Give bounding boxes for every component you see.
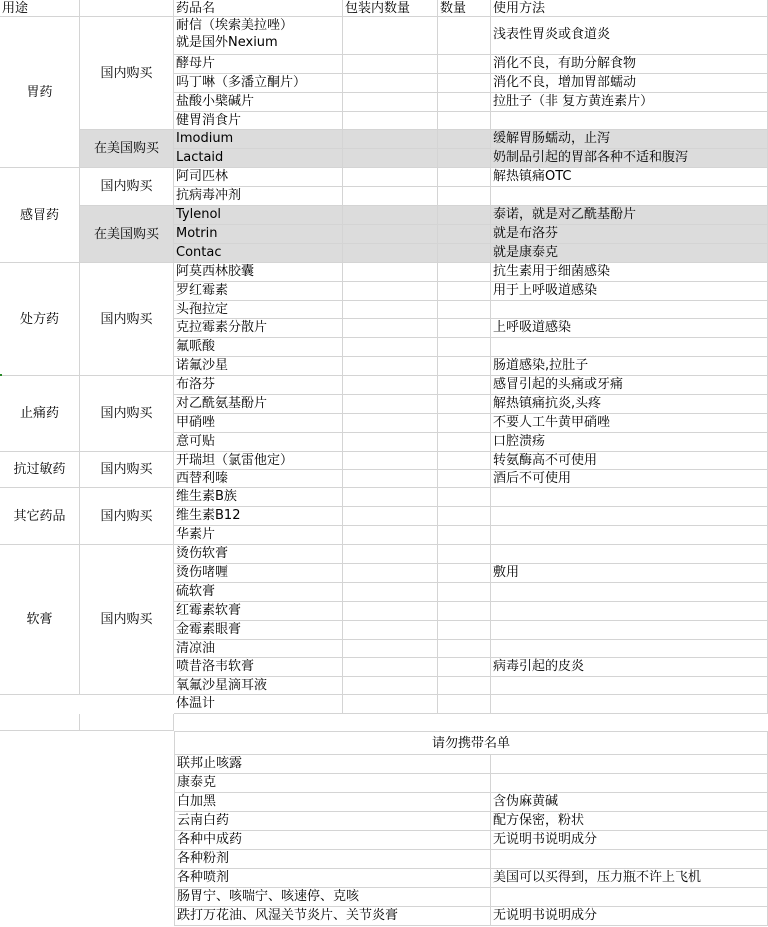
row-marker — [0, 374, 2, 376]
usage-cell[interactable]: 用于上呼吸道感染 — [491, 282, 768, 301]
usage-cell[interactable]: 病毒引起的皮炎 — [491, 658, 768, 677]
drug-name: Motrin — [176, 226, 218, 241]
prohibited-item-note[interactable]: 配方保密，粉状 — [491, 812, 768, 831]
prohibited-item-name[interactable]: 联邦止咳露 — [174, 755, 491, 774]
drug-name: 维生素B族 — [176, 489, 237, 504]
drug-name: 喷昔洛韦软膏 — [176, 659, 255, 674]
header-cell-purpose[interactable]: 用途 — [0, 0, 80, 17]
prohibited-item-name[interactable]: 肠胃宁、咳喘宁、咳速停、克咳 — [174, 888, 491, 907]
drug-name: 对乙酰氨基酚片 — [176, 396, 268, 411]
header-cell-qty[interactable]: 数量 — [438, 0, 491, 17]
prohibited-item-name[interactable]: 白加黑 — [174, 793, 491, 812]
prohibited-item-note[interactable] — [491, 850, 768, 869]
drug-name: 头孢拉定 — [176, 302, 229, 317]
drug-name: 酵母片 — [176, 56, 216, 71]
drug-name: Lactaid — [176, 150, 224, 165]
header-cell-drug-name[interactable]: 药品名 — [174, 0, 343, 17]
usage-cell[interactable]: 转氨酶高不可使用 — [491, 452, 768, 470]
header-cell-package-qty[interactable]: 包装内数量 — [343, 0, 438, 17]
source-cell[interactable]: 国内购买 — [80, 17, 174, 130]
drug-name: 罗红霉素 — [176, 283, 229, 298]
group-cell[interactable]: 胃药 — [0, 17, 80, 168]
prohibited-title[interactable]: 请勿携带名单 — [174, 731, 768, 755]
group-cell[interactable]: 软膏 — [0, 545, 80, 695]
prohibited-item-note[interactable] — [491, 755, 768, 774]
prohibited-item-note[interactable]: 美国可以买得到，压力瓶不许上飞机 — [491, 869, 768, 888]
usage-cell[interactable]: 酒后不可使用 — [491, 470, 768, 488]
drug-name: 金霉素眼膏 — [176, 622, 242, 637]
usage-cell[interactable]: 泰诺，就是对乙酰基酚片 — [491, 206, 768, 225]
usage-cell[interactable]: 浅表性胃炎或食道炎 — [491, 17, 768, 55]
group-cell[interactable]: 止痛药 — [0, 376, 80, 452]
drug-name: 吗丁啉（多潘立酮片） — [176, 75, 307, 90]
drug-name: 华素片 — [176, 527, 216, 542]
source-cell[interactable]: 在美国购买 — [80, 206, 174, 263]
drug-name: 维生素B12 — [176, 508, 241, 523]
prohibited-item-note[interactable]: 无说明书说明成分 — [491, 831, 768, 850]
source-cell[interactable]: 国内购买 — [80, 376, 174, 452]
usage-cell[interactable]: 抗生素用于细菌感染 — [491, 263, 768, 282]
drug-name: Contac — [176, 245, 222, 260]
drug-name: Imodium — [176, 131, 234, 146]
drug-name: 诺氟沙星 — [176, 358, 229, 373]
drug-name: 甲硝唑 — [176, 415, 216, 430]
drug-name: 布洛芬 — [176, 377, 216, 392]
usage-cell[interactable]: 消化不良，增加胃部蠕动 — [491, 74, 768, 93]
usage-cell[interactable]: 感冒引起的头痛或牙痛 — [491, 376, 768, 395]
prohibited-item-name[interactable]: 跌打万花油、风湿关节炎片、关节炎膏 — [174, 907, 491, 926]
drug-name: 烫伤啫喱 — [176, 565, 229, 580]
prohibited-item-note[interactable] — [491, 774, 768, 793]
drug-name: 阿司匹林 — [176, 169, 229, 184]
drug-name: Tylenol — [176, 207, 222, 222]
prohibited-item-name[interactable]: 云南白药 — [174, 812, 491, 831]
drug-name: 烫伤软膏 — [176, 546, 229, 561]
group-cell[interactable]: 感冒药 — [0, 168, 80, 263]
prohibited-item-name[interactable]: 各种喷剂 — [174, 869, 491, 888]
usage-cell[interactable]: 解热镇痛抗炎,头疼 — [491, 395, 768, 414]
usage-cell[interactable]: 肠道感染,拉肚子 — [491, 357, 768, 376]
drug-name-line2: 就是国外Nexium — [176, 35, 278, 50]
usage-cell[interactable]: 不要人工牛黄甲硝唑 — [491, 414, 768, 433]
source-cell[interactable]: 国内购买 — [80, 168, 174, 206]
drug-name: 阿莫西林胶囊 — [176, 264, 255, 279]
source-cell[interactable]: 国内购买 — [80, 488, 174, 545]
usage-cell[interactable]: 消化不良，有助分解食物 — [491, 55, 768, 74]
prohibited-item-name[interactable]: 康泰克 — [174, 774, 491, 793]
drug-name: 抗病毒冲剂 — [176, 188, 242, 203]
usage-cell[interactable]: 上呼吸道感染 — [491, 319, 768, 338]
drug-name: 清凉油 — [176, 641, 216, 656]
prohibited-item-note[interactable]: 无说明书说明成分 — [491, 907, 768, 926]
usage-cell[interactable]: 奶制品引起的胃部各种不适和腹泻 — [491, 149, 768, 168]
group-cell[interactable]: 抗过敏药 — [0, 452, 80, 488]
usage-cell[interactable]: 就是布洛芬 — [491, 225, 768, 244]
drug-name: 耐信（埃索美拉唑） — [176, 18, 294, 33]
usage-cell[interactable]: 解热镇痛OTC — [491, 168, 768, 187]
prohibited-item-note[interactable]: 含伪麻黄碱 — [491, 793, 768, 812]
header-cell-usage[interactable]: 使用方法 — [491, 0, 768, 17]
usage-cell[interactable]: 敷用 — [491, 564, 768, 583]
drug-name: 西替利嗪 — [176, 471, 229, 486]
group-cell[interactable]: 处方药 — [0, 263, 80, 376]
source-cell[interactable]: 国内购买 — [80, 452, 174, 488]
drug-name: 克拉霉素分散片 — [176, 320, 268, 335]
source-cell[interactable]: 国内购买 — [80, 545, 174, 695]
usage-cell[interactable]: 就是康泰克 — [491, 244, 768, 263]
drug-name: 盐酸小檗碱片 — [176, 94, 255, 109]
drug-name: 氟哌酸 — [176, 339, 216, 354]
usage-cell[interactable]: 缓解胃肠蠕动，止泻 — [491, 130, 768, 149]
drug-name: 开瑞坦（氯雷他定） — [176, 453, 294, 468]
drug-name: 硫软膏 — [176, 584, 216, 599]
drug-name: 体温计 — [176, 696, 216, 711]
drug-name: 意可贴 — [176, 434, 216, 449]
usage-cell[interactable]: 拉肚子（非 复方黄连素片） — [491, 93, 768, 112]
prohibited-item-name[interactable]: 各种中成药 — [174, 831, 491, 850]
drug-name: 健胃消食片 — [176, 113, 242, 128]
source-cell[interactable]: 在美国购买 — [80, 130, 174, 168]
drug-name: 红霉素软膏 — [176, 603, 242, 618]
prohibited-item-name[interactable]: 各种粉剂 — [174, 850, 491, 869]
group-cell[interactable]: 其它药品 — [0, 488, 80, 545]
usage-cell[interactable]: 口腔溃疡 — [491, 433, 768, 452]
prohibited-item-note[interactable] — [491, 888, 768, 907]
drug-name: 氧氟沙星滴耳液 — [176, 678, 268, 693]
source-cell[interactable]: 国内购买 — [80, 263, 174, 376]
